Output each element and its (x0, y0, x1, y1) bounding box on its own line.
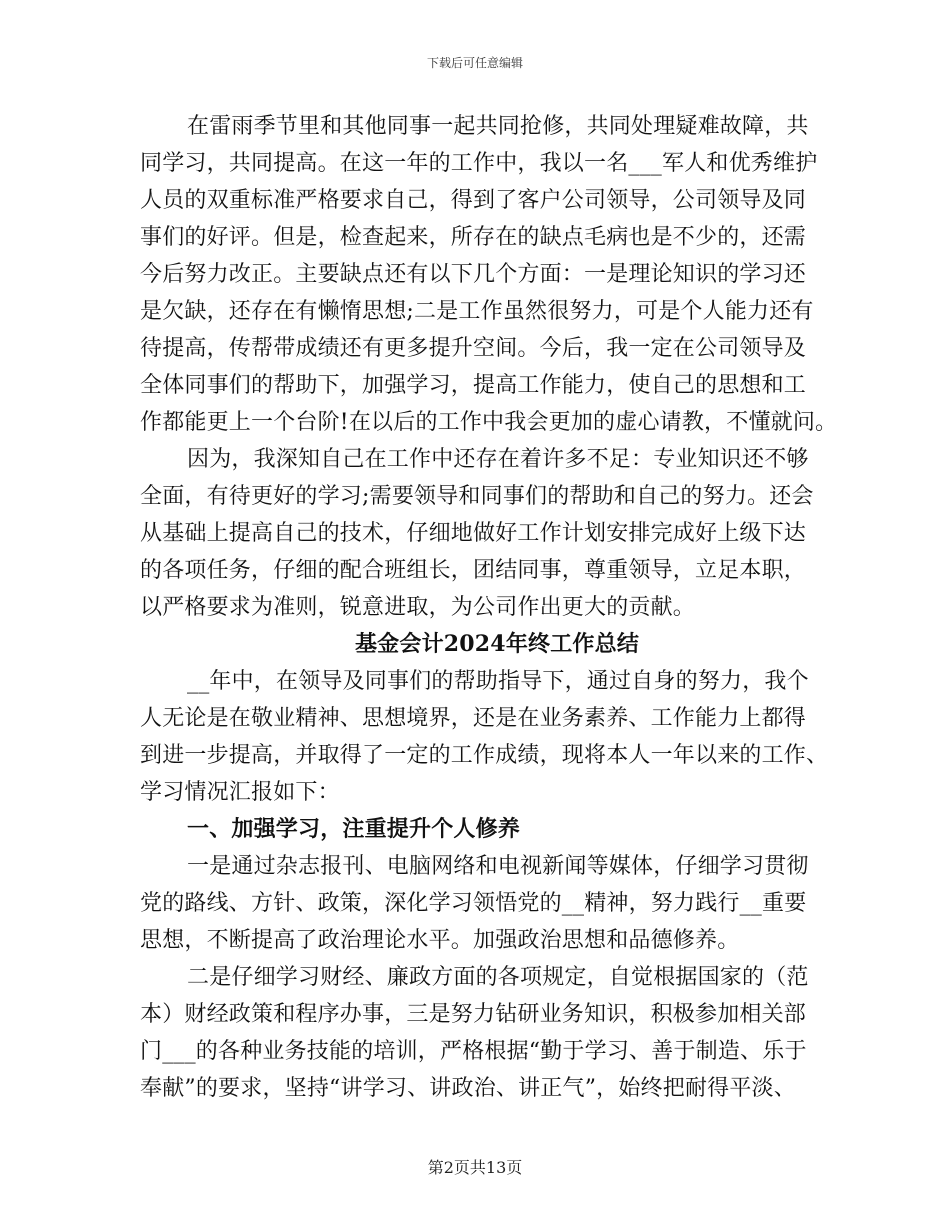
paragraph-line: 人员的双重标准严格要求自己，得到了客户公司领导，公司领导及同 (140, 188, 807, 213)
paragraph-line: 的各项任务，仔细的配合班组长，团结同事，尊重领导，立足本职， (140, 558, 807, 583)
paragraph-line: 门___的各种业务技能的培训，严格根据“勤于学习、善于制造、乐于 (140, 1039, 807, 1064)
paragraph-line: 思想，不断提高了政治理论水平。加强政治思想和品德修养。 (140, 928, 740, 953)
document-body (140, 108, 838, 1107)
paragraph-line: 奉献”的要求，坚持“讲学习、讲政治、讲正气”，始终把耐得平淡、 (140, 1076, 796, 1101)
paragraph-line: 二是仔细学习财经、廉政方面的各项规定，自觉根据国家的（范 (187, 965, 809, 990)
paragraph-line: 学习情况汇报如下： (140, 780, 340, 805)
paragraph-line: 是欠缺，还存在有懒惰思想;二是工作虽然很努力，可是个人能力还有 (140, 299, 814, 324)
page-footer: 第2页共13页 (427, 1158, 523, 1177)
paragraph-line: 在雷雨季节里和其他同事一起共同抢修，共同处理疑难故障，共 (187, 114, 809, 139)
paragraph-line: 事们的好评。但是，检查起来，所存在的缺点毛病也是不少的，还需 (140, 225, 807, 250)
section-heading: 一、加强学习，注重提升个人修养 (187, 816, 521, 842)
paragraph-line: 作都能更上一个台阶!在以后的工作中我会更加的虚心请教，不懂就问。 (140, 410, 838, 435)
paragraph-line: 本）财经政策和程序办事，三是努力钻研业务知识，积极参加相关部 (140, 1002, 807, 1027)
paragraph-line: __年中，在领导及同事们的帮助指导下，通过自身的努力，我个 (187, 669, 809, 694)
paragraph-line: 因为，我深知自己在工作中还存在着许多不足：专业知识还不够 (187, 447, 809, 472)
document-title: 基金会计2024年终工作总结 (354, 631, 640, 657)
paragraph-line: 人无论是在敬业精神、思想境界，还是在业务素养、工作能力上都得 (140, 706, 807, 731)
page-header: 下载后可任意编辑 (426, 56, 523, 70)
paragraph-line: 待提高，传帮带成绩还有更多提升空间。今后，我一定在公司领导及 (140, 336, 807, 361)
paragraph-line: 以严格要求为准则，锐意进取，为公司作出更大的贡献。 (140, 595, 696, 620)
paragraph-line: 党的路线、方针、政策，深化学习领悟党的__精神，努力践行__重要 (140, 891, 807, 916)
paragraph-line: 全面，有待更好的学习;需要领导和同事们的帮助和自己的努力。还会 (140, 484, 814, 509)
paragraph-line: 今后努力改正。主要缺点还有以下几个方面：一是理论知识的学习还 (140, 262, 807, 287)
paragraph-line: 全体同事们的帮助下，加强学习，提高工作能力，使自己的思想和工 (140, 373, 807, 398)
paragraph-line: 到进一步提高，并取得了一定的工作成绩，现将本人一年以来的工作、 (140, 743, 829, 768)
paragraph-line: 一是通过杂志报刊、电脑网络和电视新闻等媒体，仔细学习贯彻 (187, 854, 809, 879)
paragraph-line: 从基础上提高自己的技术，仔细地做好工作计划安排完成好上级下达 (140, 521, 807, 546)
paragraph-line: 同学习，共同提高。在这一年的工作中，我以一名___军人和优秀维护 (140, 151, 818, 176)
